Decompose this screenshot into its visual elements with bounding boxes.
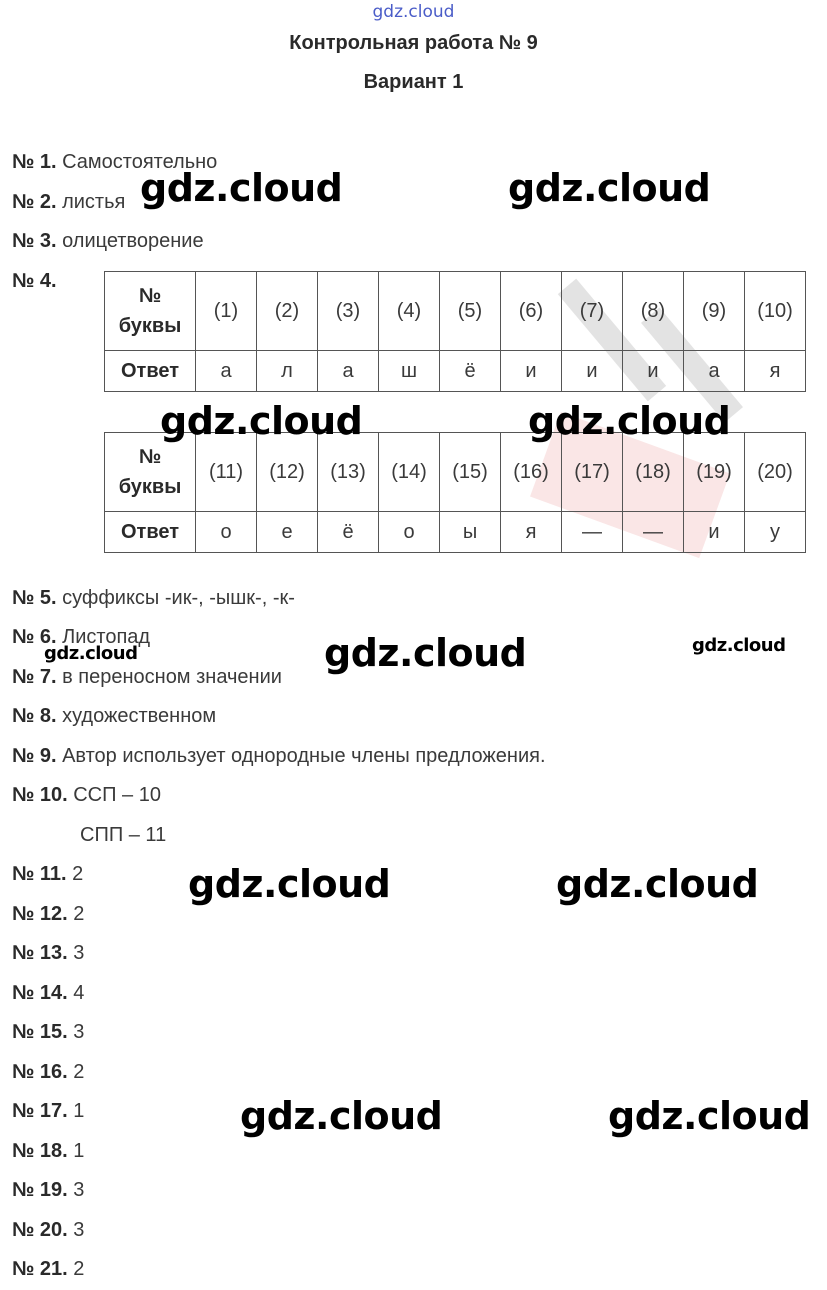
letter-answer-cell: о bbox=[196, 512, 257, 553]
letter-number-cell: (11) bbox=[196, 433, 257, 512]
answer-text: 3 bbox=[73, 942, 85, 964]
watermark: gdz.cloud bbox=[608, 1094, 811, 1138]
letter-number-cell: (4) bbox=[379, 272, 440, 351]
letter-answer-cell: ё bbox=[440, 351, 501, 392]
letter-number-cell: (3) bbox=[318, 272, 379, 351]
letter-number-cell: (2) bbox=[257, 272, 318, 351]
answer-line bbox=[12, 269, 57, 293]
question-number: № 12. bbox=[12, 903, 68, 925]
letter-number-cell: (7) bbox=[562, 272, 623, 351]
letter-number-cell: (17) bbox=[562, 433, 623, 512]
letter-number-cell: (10) bbox=[745, 272, 806, 351]
letters-table-1 bbox=[104, 271, 806, 392]
question-number: № 20. bbox=[12, 1219, 68, 1241]
question-number: № 21. bbox=[12, 1258, 68, 1280]
answer-text: олицетворение bbox=[62, 230, 204, 252]
watermark: gdz.cloud bbox=[240, 1094, 443, 1138]
letter-answer-cell: и bbox=[684, 512, 745, 553]
answer-text: 2 bbox=[73, 903, 85, 925]
table-answer-label: Ответ bbox=[105, 351, 196, 392]
answer-text: листья bbox=[62, 191, 126, 213]
answer-line bbox=[12, 1139, 84, 1163]
letter-number-cell: (20) bbox=[745, 433, 806, 512]
answer-text: 1 bbox=[73, 1100, 85, 1122]
answer-text: 3 bbox=[73, 1021, 85, 1043]
answer-text: суффиксы -ик-, -ышк-, -к- bbox=[62, 587, 295, 609]
question-number: № 15. bbox=[12, 1021, 68, 1043]
watermark: gdz.cloud bbox=[188, 862, 391, 906]
answer-line bbox=[12, 744, 546, 768]
letter-answer-cell: о bbox=[379, 512, 440, 553]
answer-text: художественном bbox=[62, 705, 217, 727]
answer-line bbox=[12, 229, 204, 253]
letter-answer-cell: я bbox=[501, 512, 562, 553]
question-number: № 13. bbox=[12, 942, 68, 964]
answer-line bbox=[12, 862, 83, 886]
answer-text: 1 bbox=[73, 1140, 85, 1162]
letter-answer-cell: и bbox=[562, 351, 623, 392]
answer-text: 2 bbox=[73, 1258, 85, 1280]
answer-text: Автор использует однородные члены предложения. bbox=[62, 745, 546, 767]
answer-line bbox=[12, 783, 161, 807]
answer-line bbox=[12, 1257, 84, 1281]
letter-number-cell: (13) bbox=[318, 433, 379, 512]
letter-number-cell: (6) bbox=[501, 272, 562, 351]
question-number: № 14. bbox=[12, 982, 68, 1004]
page-subtitle: Вариант 1 bbox=[363, 71, 464, 93]
letter-number-cell: (12) bbox=[257, 433, 318, 512]
watermark: gdz.cloud bbox=[556, 862, 759, 906]
letter-answer-cell: у bbox=[745, 512, 806, 553]
question-number: № 3. bbox=[12, 230, 57, 252]
answer-line bbox=[12, 1060, 84, 1084]
answer-text: 3 bbox=[73, 1179, 85, 1201]
answer-text: СПП – 11 bbox=[80, 824, 167, 846]
question-number: № 7. bbox=[12, 666, 57, 688]
letter-number-cell: (14) bbox=[379, 433, 440, 512]
answer-line bbox=[12, 704, 216, 728]
question-number: № 9. bbox=[12, 745, 57, 767]
answer-line bbox=[12, 1020, 84, 1044]
table-header-cell: № буквы bbox=[105, 433, 196, 512]
answer-line bbox=[12, 902, 84, 926]
question-number: № 1. bbox=[12, 151, 57, 173]
table-header-cell: № буквы bbox=[105, 272, 196, 351]
answer-text: 3 bbox=[73, 1219, 85, 1241]
watermark: gdz.cloud bbox=[160, 399, 363, 443]
letter-answer-cell: ш bbox=[379, 351, 440, 392]
watermark-top: gdz.cloud bbox=[372, 2, 455, 22]
letter-answer-cell: а bbox=[684, 351, 745, 392]
question-number: № 18. bbox=[12, 1140, 68, 1162]
letter-answer-cell: и bbox=[501, 351, 562, 392]
letter-answer-cell: е bbox=[257, 512, 318, 553]
letter-number-cell: (19) bbox=[684, 433, 745, 512]
question-number: № 8. bbox=[12, 705, 57, 727]
letter-number-cell: (1) bbox=[196, 272, 257, 351]
answer-line bbox=[12, 941, 84, 965]
answer-line bbox=[12, 981, 84, 1005]
question-number: № 10. bbox=[12, 784, 68, 806]
answer-text: в переносном значении bbox=[62, 666, 282, 688]
question-number: № 4. bbox=[12, 270, 57, 292]
answer-line bbox=[80, 823, 166, 847]
letter-answer-cell: л bbox=[257, 351, 318, 392]
answer-text: ССП – 10 bbox=[73, 784, 161, 806]
letter-number-cell: (9) bbox=[684, 272, 745, 351]
question-number: № 16. bbox=[12, 1061, 68, 1083]
answer-text: 2 bbox=[72, 863, 84, 885]
letter-answer-cell: и bbox=[623, 351, 684, 392]
answer-text: 2 bbox=[73, 1061, 85, 1083]
watermark: gdz.cloud bbox=[528, 399, 731, 443]
answer-text: Самостоятельно bbox=[62, 151, 218, 173]
answer-line bbox=[12, 586, 295, 610]
answer-line bbox=[12, 1099, 84, 1123]
question-number: № 19. bbox=[12, 1179, 68, 1201]
watermark: gdz.cloud bbox=[324, 631, 527, 675]
watermark: gdz.cloud bbox=[508, 166, 711, 210]
letters-table-2 bbox=[104, 432, 806, 553]
answer-text: Листопад bbox=[62, 626, 151, 648]
letter-answer-cell: ы bbox=[440, 512, 501, 553]
answer-line bbox=[12, 1178, 84, 1202]
letter-number-cell: (5) bbox=[440, 272, 501, 351]
letter-answer-cell: — bbox=[623, 512, 684, 553]
watermark: gdz.cloud bbox=[140, 166, 343, 210]
letter-number-cell: (8) bbox=[623, 272, 684, 351]
answer-text: 4 bbox=[73, 982, 85, 1004]
question-number: № 11. bbox=[12, 863, 67, 885]
letter-answer-cell: я bbox=[745, 351, 806, 392]
answer-line bbox=[12, 1218, 84, 1242]
question-number: № 5. bbox=[12, 587, 57, 609]
letter-number-cell: (18) bbox=[623, 433, 684, 512]
page-title: Контрольная работа № 9 bbox=[289, 32, 538, 54]
answer-line bbox=[12, 665, 282, 689]
question-number: № 2. bbox=[12, 191, 57, 213]
table-answer-label: Ответ bbox=[105, 512, 196, 553]
letter-answer-cell: а bbox=[318, 351, 379, 392]
answer-line bbox=[12, 190, 125, 214]
letter-answer-cell: а bbox=[196, 351, 257, 392]
watermark: gdz.cloud bbox=[44, 643, 138, 664]
question-number: № 17. bbox=[12, 1100, 68, 1122]
question-number: № 6. bbox=[12, 626, 57, 648]
watermark: gdz.cloud bbox=[692, 635, 786, 656]
letter-number-cell: (15) bbox=[440, 433, 501, 512]
letter-answer-cell: ё bbox=[318, 512, 379, 553]
letter-number-cell: (16) bbox=[501, 433, 562, 512]
letter-answer-cell: — bbox=[562, 512, 623, 553]
